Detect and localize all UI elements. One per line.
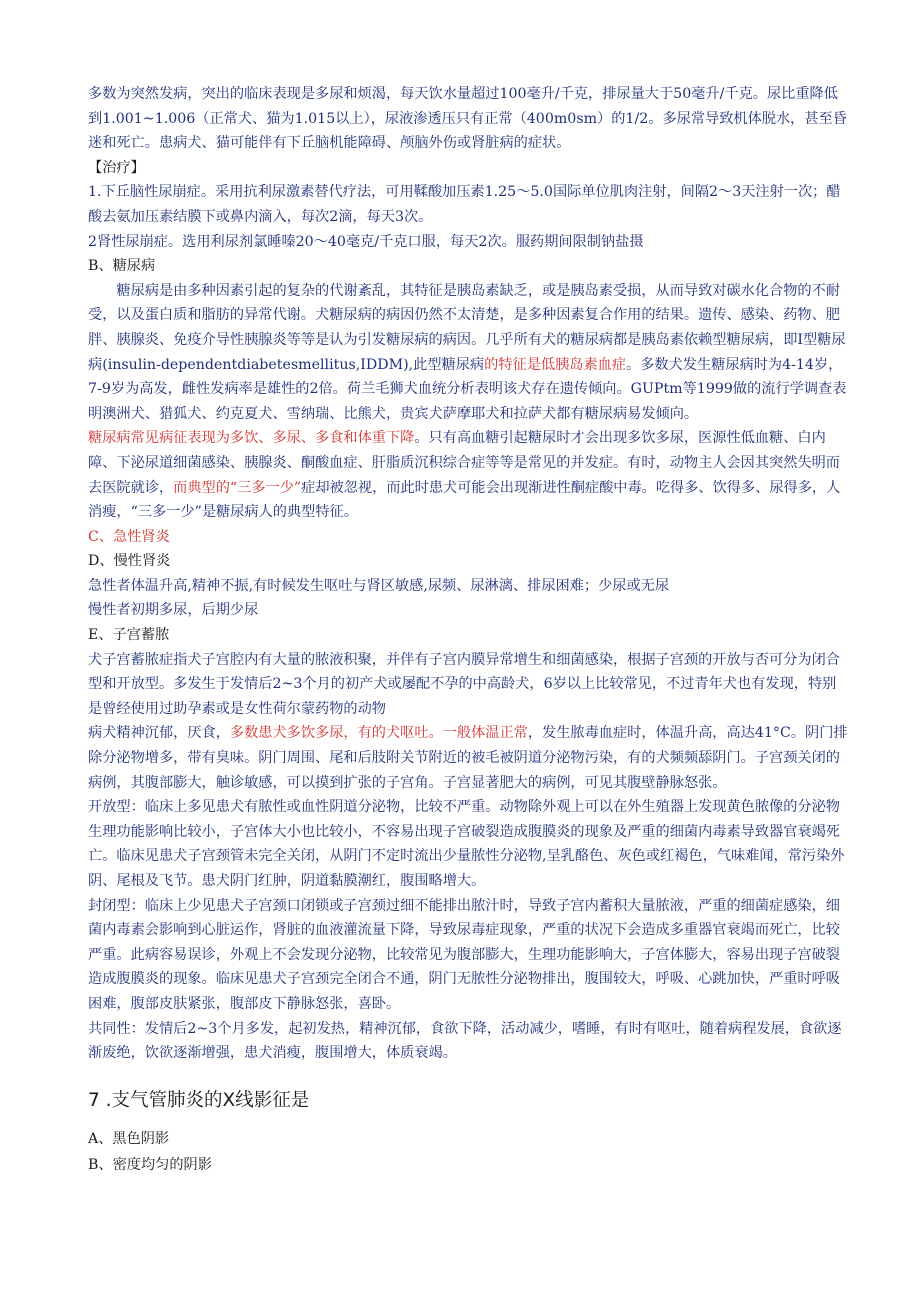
- diabetes-text-part1: 糖尿病是由多种因素引起的复杂的代谢紊乱，其特征是胰岛素缺乏，或是胰岛素受损，从而导致对碳水化合物的不耐受，以及蛋白质和脂肪的异常代谢。犬糖尿病的病因仍然不太清楚，是多种因素复合作用的结果。遗传、感染、药物、肥胖、胰腺炎、免疫介导性胰腺炎等等是认为引发糖尿病的病因。几乎所有犬的糖尿病都是胰岛素依赖型糖尿病，即I型糖尿病(insulin-dependentdiabetesmellitus,IDDM),此型糖尿病: [88, 282, 846, 373]
- question-7-option-b: B、密度均匀的阴影: [88, 1156, 212, 1173]
- diabetes-signs-text-part2: 症却被忽视，而此时患犬可能会出现渐进性酮症酸中毒。吃得多、饮得多、尿得多，人消瘦，“三多一少”是糖尿病人的典型特征。: [88, 479, 841, 521]
- diabetes-text-part2: 。多数犬发生糖尿病时为4-14岁，7-9岁为高发，雌性发病率是雄性的2倍。荷兰毛狮犬血统分析表明该犬存在遗传倾向。GUPtm等1999做的流行学调查表明澳洲犬、猎狐犬、约克夏犬、雪纳瑞、比熊犬，贵宾犬萨摩耶犬和拉萨犬都有糖尿病易发倾向。: [88, 356, 847, 422]
- question-7-options: [88, 1126, 848, 1178]
- option-d-chronic-nephritis: D、慢性肾炎: [88, 553, 171, 570]
- paragraph-closed-type: 封闭型：临床上少见患犬子宫颈口闭锁或子宫颈过细不能排出脓汁时，导致子宫内蓄积大量脓液，严重的细菌症感染，细菌内毒素会影响到心脏运作，肾脏的血液灌流量下降，导致尿毒症现象，严重的状况下会造成多重器官衰竭而死亡，比较严重。此病容易误诊，外观上不会发现分泌物，比较常见为腹部膨大，生理功能影响大，子宫体膨大，容易出现子宫破裂造成腹膜炎的现象。临床见患犬子宫颈完全闭合不通，阴门无脓性分泌物排出，腹围较大，呼吸、心跳加快，严重时呼吸困难，腹部皮肤紧张，腹部皮下静脉怒张，喜卧。: [88, 897, 840, 1012]
- treatment-heading: 【治疗】: [88, 159, 145, 176]
- treatment-item-2: 2肾性尿崩症。选用利尿剂氯睡嗪20～40毫克/千克口服，每天2次。服药期间限制钠盐摄: [88, 233, 644, 250]
- pyometra-symptoms-part1: 病犬精神沉郁，厌食，: [88, 725, 230, 742]
- diabetes-highlight-signs: 糖尿病常见病征表现为多饮、多尿、多食和体重下降: [88, 430, 415, 447]
- diabetes-highlight-three-more-one-less: 而典型的“三多一少”: [173, 479, 302, 496]
- diabetes-highlight-hypoinsulinemia: 的特征是低胰岛素血症: [484, 356, 627, 373]
- option-e-pyometra: E、子宫蓄脓: [88, 627, 170, 644]
- paragraph-common-features: 共同性：发情后2~3个月多发，起初发热，精神沉郁，食欲下降，活动减少，嗜睡，有时有呕吐，随着病程发展，食欲逐渐废绝，饮欲逐渐增强，患犬消瘦，腹围增大，体质衰竭。: [88, 1020, 842, 1062]
- pyometra-highlight: 多数患犬多饮多尿，有的犬呕吐。一般体温正常: [229, 725, 528, 742]
- treatment-item-1: 1.下丘脑性尿崩症。采用抗利尿激素替代疗法，可用鞣酸加压素1.25～5.0国际单位肌肉注射，间隔2～3天注射一次；醋酸去氨加压素结膜下或鼻内滴入，每次2滴，每天3次。: [88, 184, 841, 225]
- nephritis-chronic-text: 慢性者初期多尿，后期少尿: [88, 602, 259, 619]
- diabetes-signs-text-part1: 。只有高血糖引起糖尿时才会出现多饮多尿，医源性低血糖、白内障、下泌尿道细菌感染、胰腺炎、酮酸血症、肝脂质沉积综合症等等是常见的并发症。有时，动物主人会因其突然失明而去医院就诊，: [88, 430, 840, 496]
- question-7-option-a: A、黑色阴影: [88, 1130, 170, 1147]
- paragraph-diabetes-insipidus-symptoms: 多数为突然发病，突出的临床表现是多尿和烦渴，每天饮水量超过100毫升/千克，排尿量大于50毫升/千克。尿比重降低到1.001~1.006（正常犬、猫为1.015以上），尿液渗透压只有正常（400m0sm）的1/2。多尿常导致机体脱水，甚至昏迷和死亡。患病犬、猫可能伴有下丘脑机能障碍、颅脑外伤或肾脏病的症状。: [88, 86, 847, 152]
- paragraph-diabetes-description: [88, 279, 848, 427]
- paragraph-open-type: 开放型：临床上多见患犬有脓性或血性阴道分泌物，比较不严重。动物除外观上可以在外生殖器上发现黄色脓像的分泌物生理功能影响比较小，子宫体大小也比较小，不容易出现子宫破裂造成腹膜炎的现象及严重的细菌内毒素导致器官衰竭死亡。临床见患犬子宫颈管未完全关闭，从阴门不定时流出少量脓性分泌物,呈乳酪色、灰色或红褐色，气味难闻，常污染外阴、尾根及飞节。患犬阴门红肿，阴道黏膜潮红，腹围略增大。: [88, 799, 845, 889]
- paragraph-pyometra-definition: 犬子宫蓄脓症指犬子宫腔内有大量的脓液积聚，并伴有子宫内膜异常增生和细菌感染，根据子宫颈的开放与否可分为闭合型和开放型。多发生于发情后2~3个月的初产犬或屡配不孕的中高龄犬，6岁以上比较常见，不过青年犬也有发现，特别是曾经使用过助孕素或是女性荷尔蒙药物的动物: [88, 651, 840, 717]
- document-page: [88, 82, 848, 1178]
- pyometra-symptoms-part2: ，发生脓毒血症时，体温升高，高达41°C。阴门排除分泌物增多，带有臭味。阴门周围、尾和后肢附关节附近的被毛被阴道分泌物污染，有的犬频频舔阴门。子宫颈关闭的病例，其腹部膨大，触诊敏感，可以摸到扩张的子宫角。子宫显著肥大的病例，可见其腹壁静脉怒张。: [88, 725, 848, 791]
- question-7-title: 7 .支气管肺炎的X线影征是: [88, 1089, 310, 1111]
- option-b-diabetes: B、糖尿病: [88, 258, 156, 275]
- paragraph-pyometra-symptoms: [88, 721, 848, 795]
- nephritis-acute-text: 急性者体温升高,精神不振,有时候发生呕吐与肾区敏感,尿频、尿淋漓、排尿困难；少尿或无尿: [88, 577, 670, 594]
- option-c-acute-nephritis: C、急性肾炎: [88, 528, 170, 545]
- paragraph-diabetes-signs: [88, 426, 848, 524]
